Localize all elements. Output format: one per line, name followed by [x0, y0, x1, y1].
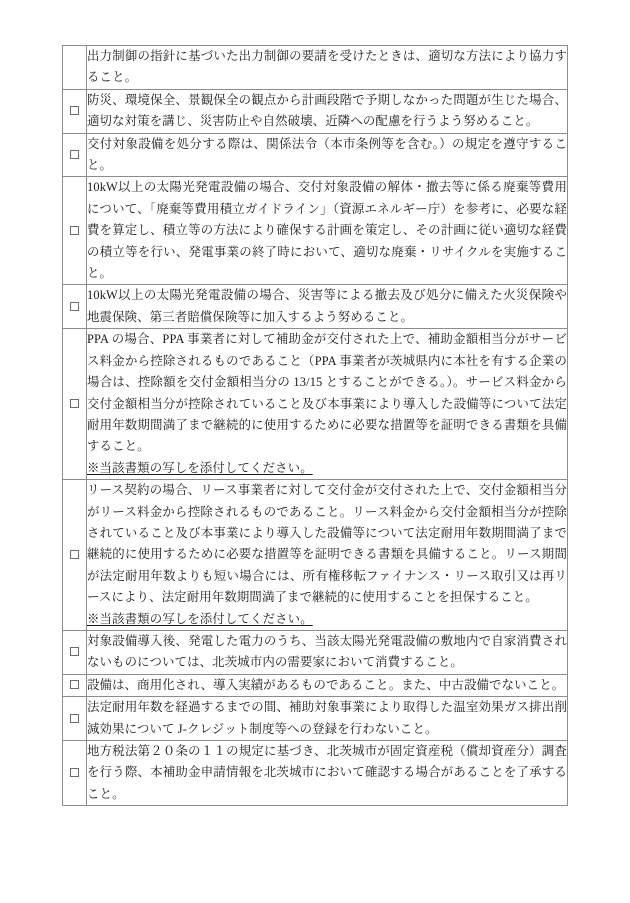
checkbox-icon[interactable]	[70, 150, 79, 159]
checkbox-icon[interactable]	[70, 106, 79, 115]
requirement-text-cell	[87, 177, 568, 285]
requirement-text: PPA の場合、PPA 事業者に対して補助金が交付された上で、補助金額相当分がサービス料金から控除されるものであること（PPA 事業者が茨城県内に本社を有する企業の場合は、控除額を交付金額相当分の 13/15 とすることができる。）。サービス料金から交付金額相当分が控除されていること及び本事業により導入した設備等について法定耐用年数期間満了まで継続的に使用するために必要な措置等を証明できる書類を具備すること。	[87, 332, 567, 454]
checkbox-icon[interactable]	[70, 680, 79, 689]
checkbox-cell[interactable]	[63, 133, 87, 177]
checkbox-icon[interactable]	[70, 714, 79, 723]
requirement-text: 出力制御の指針に基づいた出力制御の要請を受けたときは、適切な方法により協力すること。	[87, 49, 567, 85]
checkbox-cell[interactable]	[63, 89, 87, 133]
requirement-text-cell	[87, 741, 568, 806]
checkbox-icon[interactable]	[70, 399, 79, 408]
table-row	[63, 285, 568, 329]
table-row	[63, 177, 568, 285]
requirement-text: リース契約の場合、リース事業者に対して交付金が交付された上で、交付金額相当分がリース料金から控除されるものであること。リース料金から交付金額相当分が控除されていること及び本事業により導入した設備等について法定耐用年数期間満了まで継続的に使用するために必要な措置等を証明できる書類を具備すること。リース期間が法定耐用年数よりも短い場合には、所有権移転ファイナンス・リース取引又は再リースにより、法定耐用年数期間満了まで継続的に使用することを担保すること。	[87, 483, 567, 605]
checkbox-icon[interactable]	[70, 226, 79, 235]
checkbox-cell[interactable]	[63, 329, 87, 480]
requirement-text: 防災、環境保全、景観保全の観点から計画段階で予期しなかった問題が生じた場合、適切な対策を講じ、災害防止や自然破壊、近隣への配慮を行うよう努めること。	[87, 92, 567, 129]
checkbox-cell-empty	[63, 46, 87, 90]
checkbox-cell[interactable]	[63, 697, 87, 741]
requirement-note-underlined: ※当該書類の写しを添付してください。	[87, 611, 313, 626]
requirement-text-cell	[87, 480, 568, 631]
requirement-text: 10kW以上の太陽光発電設備の場合、交付対象設備の解体・撤去等に係る廃棄等費用について、「廃棄等費用積立ガイドライン」（資源エネルギー庁）を参考に、必要な経費を算定し、積立等の方法により確保する計画を策定し、その計画に従い適切な経費の積立等を行い、発電事業の終了時において、適切な廃棄・リサイクルを実施すること。	[87, 180, 567, 281]
requirement-text: 交付対象設備を処分する際は、関係法令（本市条例等を含む。）の規定を遵守すること。	[87, 136, 567, 173]
requirement-text: 地方税法第２０条の１１の規定に基づき、北茨城市が固定資産税（償却資産分）調査を行う際、本補助金申請情報を北茨城市において確認する場合があることを了承すること。	[87, 744, 567, 801]
table-row	[63, 630, 568, 674]
requirement-text-cell	[87, 674, 568, 696]
table-row	[63, 89, 568, 133]
requirement-text: 法定耐用年数を経過するまでの間、補助対象事業により取得した温室効果ガス排出削減効果について J-クレジット制度等への登録を行わないこと。	[87, 700, 567, 736]
table-row	[63, 674, 568, 696]
checkbox-cell[interactable]	[63, 480, 87, 631]
requirement-text-cell	[87, 630, 568, 674]
checkbox-cell[interactable]	[63, 177, 87, 285]
pledge-checklist-table	[62, 45, 568, 806]
checkbox-icon[interactable]	[70, 550, 79, 559]
checkbox-cell[interactable]	[63, 630, 87, 674]
requirement-text-cell	[87, 46, 568, 90]
table-row	[63, 697, 568, 741]
checkbox-icon[interactable]	[70, 647, 79, 656]
requirement-text: 設備は、商用化され、導入実績があるものであること。また、中古設備でないこと。	[87, 677, 565, 692]
table-row	[63, 133, 568, 177]
requirement-text: 10kW以上の太陽光発電設備の場合、災害等による撤去及び処分に備えた火災保険や地震保険、第三者賠償保険等に加入するよう努めること。	[87, 288, 567, 324]
requirement-text-cell	[87, 89, 568, 133]
checkbox-cell[interactable]	[63, 674, 87, 696]
table-row	[63, 329, 568, 480]
requirement-note-underlined: ※当該書類の写しを添付してください。	[87, 460, 313, 475]
checkbox-icon[interactable]	[70, 768, 79, 777]
table-row	[63, 741, 568, 806]
checklist-body	[63, 46, 568, 806]
checkbox-cell[interactable]	[63, 741, 87, 806]
requirement-text-cell	[87, 285, 568, 329]
requirement-text-cell	[87, 133, 568, 177]
requirement-text-cell	[87, 329, 568, 480]
table-row	[63, 46, 568, 90]
requirement-text-cell	[87, 697, 568, 741]
checkbox-cell[interactable]	[63, 285, 87, 329]
checkbox-icon[interactable]	[70, 302, 79, 311]
table-row	[63, 480, 568, 631]
requirement-text: 対象設備導入後、発電した電力のうち、当該太陽光発電設備の敷地内で自家消費されないものについては、北茨城市内の需要家において消費すること。	[87, 633, 567, 670]
